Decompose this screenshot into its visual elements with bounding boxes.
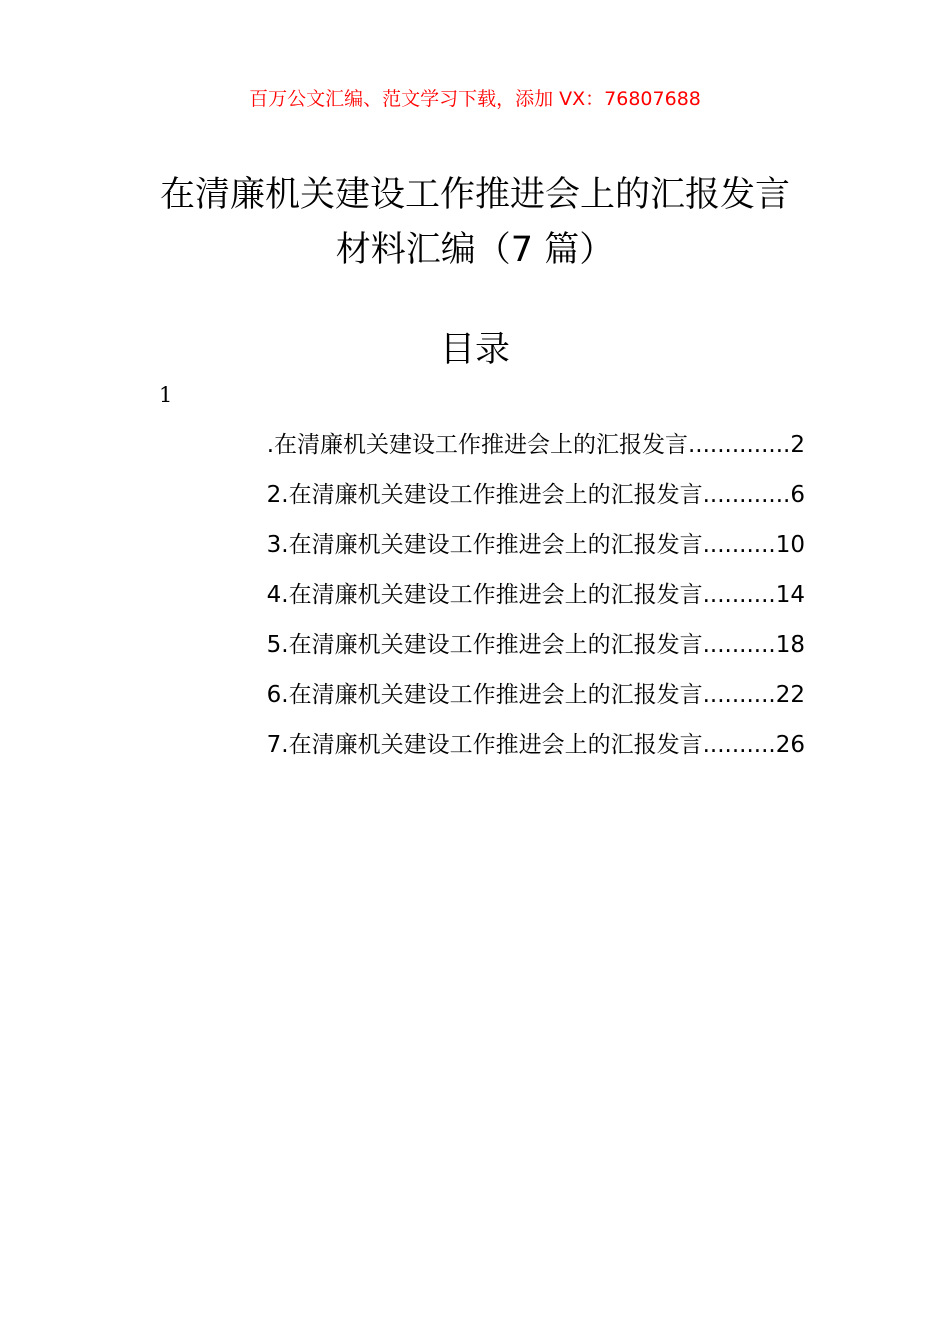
toc-entry-6[interactable]	[0, 672, 950, 722]
toc-entry-title: 在清廉机关建设工作推进会上的汇报发言	[288, 532, 703, 558]
toc-entry-2[interactable]	[0, 472, 950, 522]
toc-entry-page: 18	[775, 632, 805, 658]
toc-entry-leader: ............	[702, 482, 791, 508]
toc-entry-page: 26	[775, 732, 805, 758]
toc-entry-leader: ..........	[702, 732, 776, 758]
document-title	[0, 168, 950, 278]
toc-entry-number: 6.	[266, 682, 289, 708]
toc-entry-leader: ..........	[702, 682, 776, 708]
toc-entry-title: 在清廉机关建设工作推进会上的汇报发言	[288, 482, 703, 508]
toc-entry-number: 5.	[266, 632, 289, 658]
toc-heading: 目录	[439, 330, 510, 370]
toc-entry-leader: ..........	[702, 632, 776, 658]
document-title-line-1: 在清廉机关建设工作推进会上的汇报发言	[159, 175, 790, 215]
toc-entry-page: 22	[775, 682, 805, 708]
toc-entry-title: 在清廉机关建设工作推进会上的汇报发言	[288, 582, 703, 608]
toc-entry-page: 2	[790, 432, 805, 458]
stray-number: 1	[159, 383, 173, 407]
toc-entry-7[interactable]	[0, 722, 950, 772]
document-title-line-2: 材料汇编（7 篇）	[335, 230, 615, 270]
table-of-contents	[0, 422, 950, 772]
toc-entry-title: 在清廉机关建设工作推进会上的汇报发言	[288, 682, 703, 708]
toc-entry-4[interactable]	[0, 572, 950, 622]
header-note: 百万公文汇编、范文学习下载，添加 VX：76807688	[249, 88, 701, 110]
toc-entry-number: .	[266, 432, 274, 458]
toc-entry-page: 10	[775, 532, 805, 558]
toc-entry-number: 7.	[266, 732, 289, 758]
toc-entry-number: 4.	[266, 582, 289, 608]
toc-entry-title: 在清廉机关建设工作推进会上的汇报发言	[288, 632, 703, 658]
toc-entry-number: 3.	[266, 532, 289, 558]
toc-entry-leader: ..........	[702, 582, 776, 608]
toc-entry-number: 2.	[266, 482, 289, 508]
toc-entry-leader: ..............	[688, 432, 791, 458]
toc-entry-5[interactable]	[0, 622, 950, 672]
toc-entry-leader: ..........	[702, 532, 776, 558]
toc-entry-1[interactable]	[0, 422, 950, 472]
toc-entry-page: 14	[775, 582, 805, 608]
toc-entry-title: 在清廉机关建设工作推进会上的汇报发言	[288, 732, 703, 758]
toc-entry-3[interactable]	[0, 522, 950, 572]
toc-entry-title: 在清廉机关建设工作推进会上的汇报发言	[274, 432, 688, 458]
toc-entry-page: 6	[790, 482, 805, 508]
